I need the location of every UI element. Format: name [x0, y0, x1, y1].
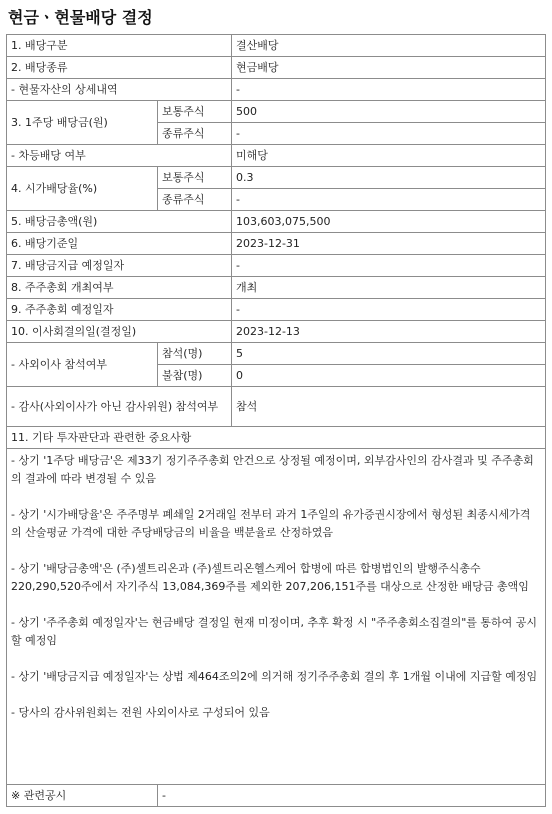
agm-held-label: 8. 주주총회 개최여부: [7, 277, 232, 299]
table-row: [7, 101, 546, 123]
dividend-type-label: 2. 배당종류: [7, 57, 232, 79]
dividend-category-label: 1. 배당구분: [7, 35, 232, 57]
yield-common-label: 보통주식: [158, 167, 232, 189]
table-row: [7, 57, 546, 79]
dps-common-value: 500: [232, 101, 546, 123]
table-row: [7, 321, 546, 343]
record-date-label: 6. 배당기준일: [7, 233, 232, 255]
dividend-category-value: 결산배당: [232, 35, 546, 57]
table-row: [7, 79, 546, 101]
table-row: [7, 785, 546, 807]
table-row: [7, 427, 546, 449]
record-date-value: 2023-12-31: [232, 233, 546, 255]
dps-class-value: -: [232, 123, 546, 145]
differential-label: - 차등배당 여부: [7, 145, 232, 167]
table-row: [7, 387, 546, 427]
note-dividend-per-share: - 상기 '1주당 배당금'은 제33기 정기주주총회 안건으로 상정될 예정이며, 외부감사인의 감사결과 및 주주총회의 결과에 따라 변경될 수 있음: [11, 454, 534, 485]
note-audit-committee: - 당사의 감사위원회는 전원 사외이사로 구성되어 있음: [11, 706, 270, 719]
table-row: [7, 211, 546, 233]
yield-class-value: -: [232, 189, 546, 211]
dps-common-label: 보통주식: [158, 101, 232, 123]
note-dividend-total: - 상기 '배당금총액'은 (주)셀트리온과 (주)셀트리온헬스케어 합병에 따른 합병법인의 발행주식총수 220,290,520주에서 자기주식 13,084,369주를 제외한 207,206,151주를 대상으로 산정한 배당금 총액임: [11, 562, 529, 593]
outside-directors-label: - 사외이사 참석여부: [7, 343, 158, 387]
table-row: [7, 299, 546, 321]
table-row: [7, 35, 546, 57]
auditor-value: 참석: [232, 387, 546, 427]
total-label: 5. 배당금총액(원): [7, 211, 232, 233]
table-row: [7, 145, 546, 167]
yield-class-label: 종류주식: [158, 189, 232, 211]
auditor-label: - 감사(사외이사가 아닌 감사위원) 참석여부: [7, 387, 232, 427]
outside-directors-present-label: 참석(명): [158, 343, 232, 365]
outside-directors-present-value: 5: [232, 343, 546, 365]
total-value: 103,603,075,500: [232, 211, 546, 233]
yield-common-value: 0.3: [232, 167, 546, 189]
board-date-label: 10. 이사회결의일(결정일): [7, 321, 232, 343]
page-title: 현금ㆍ현물배당 결정: [8, 8, 153, 27]
table-row: [7, 233, 546, 255]
payment-date-label: 7. 배당금지급 예정일자: [7, 255, 232, 277]
dps-label: 3. 1주당 배당금(원): [7, 101, 158, 145]
yield-label: 4. 시가배당율(%): [7, 167, 158, 211]
board-date-value: 2023-12-13: [232, 321, 546, 343]
table-row: [7, 449, 546, 785]
agm-date-value: -: [232, 299, 546, 321]
related-disclosure-label: ※ 관련공시: [7, 785, 158, 807]
table-row: [7, 277, 546, 299]
note-agm-date: - 상기 '주주총회 예정일자'는 현금배당 결정일 현재 미정이며, 추후 확정 시 "주주총회소집결의"를 통하여 공시할 예정임: [11, 616, 538, 647]
disclosure-table: [6, 34, 546, 807]
other-matters-header: 11. 기타 투자판단과 관련한 중요사항: [7, 427, 546, 449]
table-row: [7, 255, 546, 277]
outside-directors-absent-value: 0: [232, 365, 546, 387]
dividend-type-value: 현금배당: [232, 57, 546, 79]
agm-date-label: 9. 주주총회 예정일자: [7, 299, 232, 321]
table-row: [7, 343, 546, 365]
other-matters-notes: [7, 449, 546, 785]
dps-class-label: 종류주식: [158, 123, 232, 145]
payment-date-value: -: [232, 255, 546, 277]
note-dividend-yield: - 상기 '시가배당율'은 주주명부 폐쇄일 2거래일 전부터 과거 1주일의 유가증권시장에서 형성된 최종시세가격의 산술평균 가격에 대한 주당배당금의 비율을 백분율로 산정하였음: [11, 508, 531, 539]
related-disclosure-value: -: [158, 785, 546, 807]
table-row: [7, 167, 546, 189]
in-kind-detail-label: - 현물자산의 상세내역: [7, 79, 232, 101]
outside-directors-absent-label: 불참(명): [158, 365, 232, 387]
agm-held-value: 개최: [232, 277, 546, 299]
note-payment-date: - 상기 '배당금지급 예정일자'는 상법 제464조의2에 의거해 정기주주총회 결의 후 1개월 이내에 지급할 예정임: [11, 670, 538, 683]
differential-value: 미해당: [232, 145, 546, 167]
in-kind-detail-value: -: [232, 79, 546, 101]
